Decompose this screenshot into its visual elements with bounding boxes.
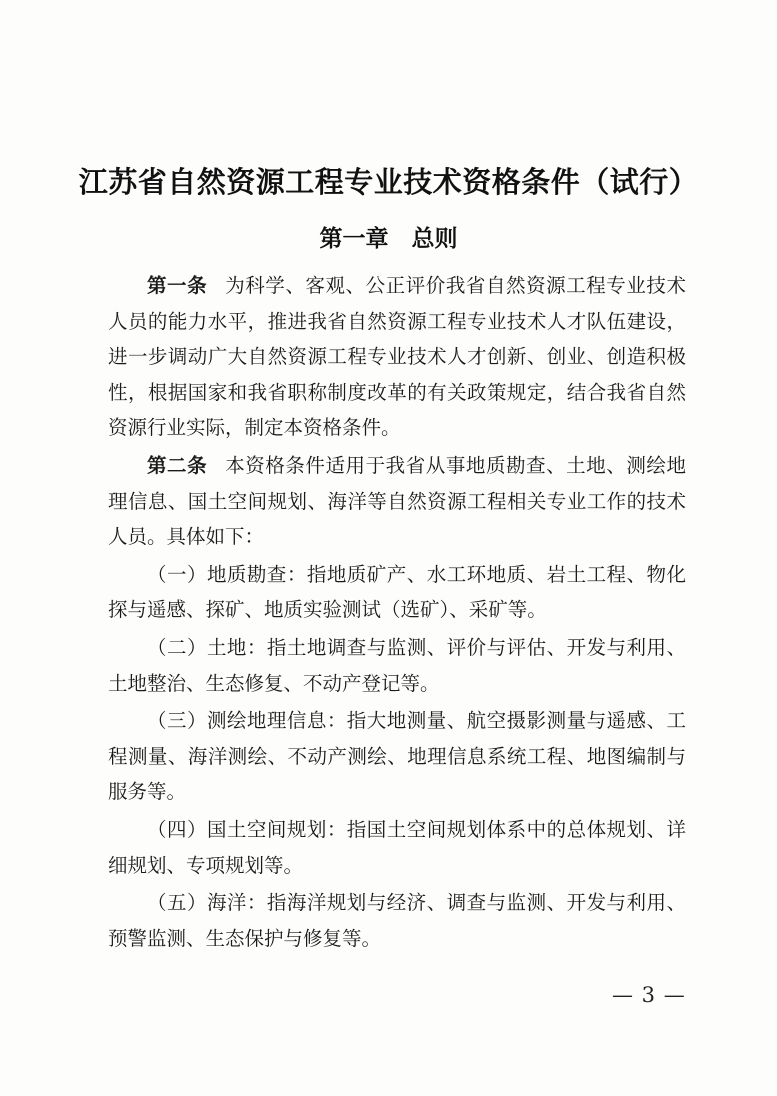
paragraph-text: （三）测绘地理信息：指大地测量、航空摄影测量与遥感、工程测量、海洋测绘、不动产测绘、地理信息系统工程、地图编制与服务等。: [108, 709, 686, 804]
document-body: [108, 268, 686, 958]
list-item-paragraph: [108, 703, 686, 810]
list-item-paragraph: [108, 812, 686, 883]
paragraph-text: 本资格条件适用于我省从事地质勘查、土地、测绘地理信息、国土空间规划、海洋等自然资源工程相关专业工作的技术人员。具体如下：: [108, 453, 686, 549]
chapter-heading: 第一章 总则: [319, 225, 458, 252]
article-label: 第二条: [147, 453, 208, 477]
article-label: 第一条: [147, 274, 208, 297]
article-paragraph: [108, 448, 686, 555]
article-paragraph: [108, 268, 686, 446]
paragraph-text: （二）土地：指土地调查与监测、评价与评估、开发与利用、土地整治、生态修复、不动产登记等。: [108, 635, 686, 695]
paragraph-text: 为科学、客观、公正评价我省自然资源工程专业技术人员的能力水平，推进我省自然资源工程专业技术人才队伍建设，进一步调动广大自然资源工程专业技术人才创新、创业、创造积极性，根据国家和我省职称制度改革的有关政策规定，结合我省自然资源行业实际，制定本资格条件。: [108, 274, 686, 440]
paragraph-text: （五）海洋：指海洋规划与经济、调查与监测、开发与利用、预警监测、生态保护与修复等。: [108, 891, 686, 950]
list-item-paragraph: [108, 630, 686, 701]
list-item-paragraph: [108, 885, 686, 956]
list-item-paragraph: [108, 557, 686, 628]
paragraph-text: （一）地质勘查：指地质矿产、水工环地质、岩土工程、物化探与遥感、探矿、地质实验测试（选矿）、采矿等。: [108, 562, 686, 622]
document-title: 江苏省自然资源工程专业技术资格条件（试行）: [78, 165, 699, 199]
paragraph-text: （四）国土空间规划：指国土空间规划体系中的总体规划、详细规划、专项规划等。: [108, 817, 686, 877]
page-number: — 3 —: [612, 983, 686, 1007]
